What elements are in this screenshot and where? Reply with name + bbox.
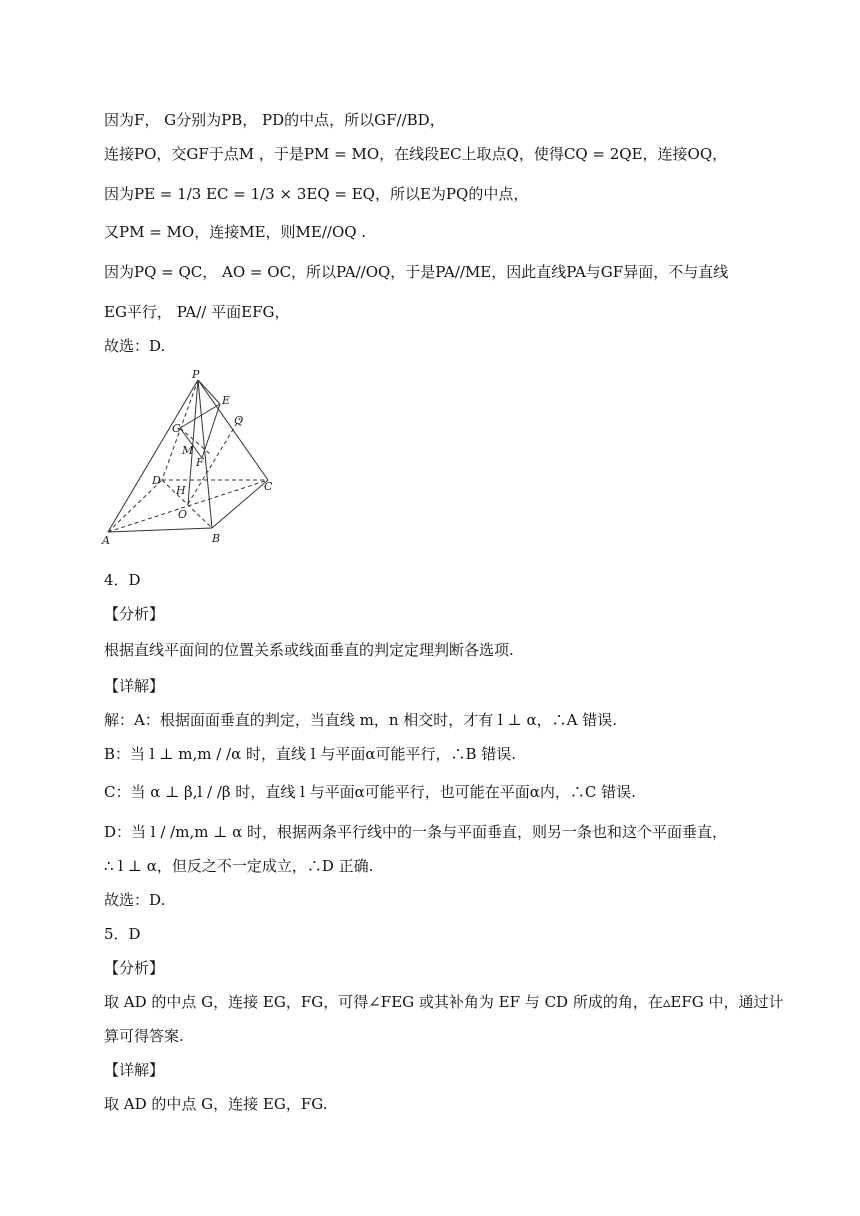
text-line: 故选：D.	[104, 891, 166, 909]
text-line: D：当 l / /m,m ⊥ α 时，根据两条平行线中的一条与平面垂直，则另一条也和这个平面垂直，	[104, 823, 727, 841]
text-line: EG平行， PA// 平面EFG，	[104, 303, 290, 321]
text-line: 连接PO，交GF于点M ，于是PM = MO，在线段EC上取点Q，使得CQ = 2QE，连接OQ，	[104, 145, 728, 163]
text-line: 因为PE = 1/3 EC = 1/3 × 3EQ = EQ，所以E为PQ的中点，	[104, 185, 529, 203]
label-D: D	[152, 474, 161, 487]
label-F: F	[196, 456, 204, 469]
text-line: 算可得答案.	[104, 1027, 184, 1045]
text-line: 【分析】	[104, 605, 165, 623]
text-line: B：当 l ⊥ m,m / /α 时，直线 l 与平面α可能平行，∴B 错误.	[104, 745, 517, 763]
label-C: C	[264, 480, 273, 493]
pyramid-diagram	[100, 368, 280, 548]
pyramid-figure	[100, 368, 280, 548]
text-line: 解：A：根据面面垂直的判定，当直线 m，n 相交时，才有 l ⊥ α，∴A 错误.	[104, 711, 617, 729]
label-Q: Q	[234, 414, 244, 427]
label-B: B	[212, 532, 221, 545]
text-line: 取 AD 的中点 G，连接 EG，FG，可得∠FEG 或其补角为 EF 与 CD 所成的角，在▵EFG 中，通过计	[104, 993, 784, 1011]
text-line: C：当 α ⊥ β,l / /β 时，直线 l 与平面α可能平行，也可能在平面α内，∴C 错误.	[104, 783, 636, 801]
label-P: P	[192, 368, 200, 381]
text-line: 又PM = MO，连接ME，则ME//OQ .	[104, 223, 367, 241]
text-line: 【分析】	[104, 959, 165, 977]
label-M: M	[182, 444, 194, 457]
text-line: 根据直线平面间的位置关系或线面垂直的判定定理判断各选项.	[104, 641, 514, 659]
text-line: 因为F， G分别为PB， PD的中点，所以GF//BD，	[104, 111, 445, 129]
text-line: 取 AD 的中点 G，连接 EG，FG.	[104, 1095, 328, 1113]
text-line: ∴ l ⊥ α，但反之不一定成立，∴D 正确.	[104, 857, 374, 875]
text-line: 【详解】	[104, 1061, 165, 1079]
label-G: G	[172, 422, 181, 435]
text-line: 4．D	[104, 571, 141, 589]
text-line: 5．D	[104, 925, 141, 943]
label-O: O	[178, 508, 188, 521]
label-E: E	[222, 394, 231, 407]
text-line: 故选：D.	[104, 337, 166, 355]
label-H: H	[176, 484, 186, 497]
text-line: 因为PQ = QC， AO = OC，所以PA//OQ，于是PA//ME，因此直线PA与GF异面，不与直线	[104, 263, 729, 281]
label-A: A	[102, 534, 110, 547]
text-line: 【详解】	[104, 677, 165, 695]
